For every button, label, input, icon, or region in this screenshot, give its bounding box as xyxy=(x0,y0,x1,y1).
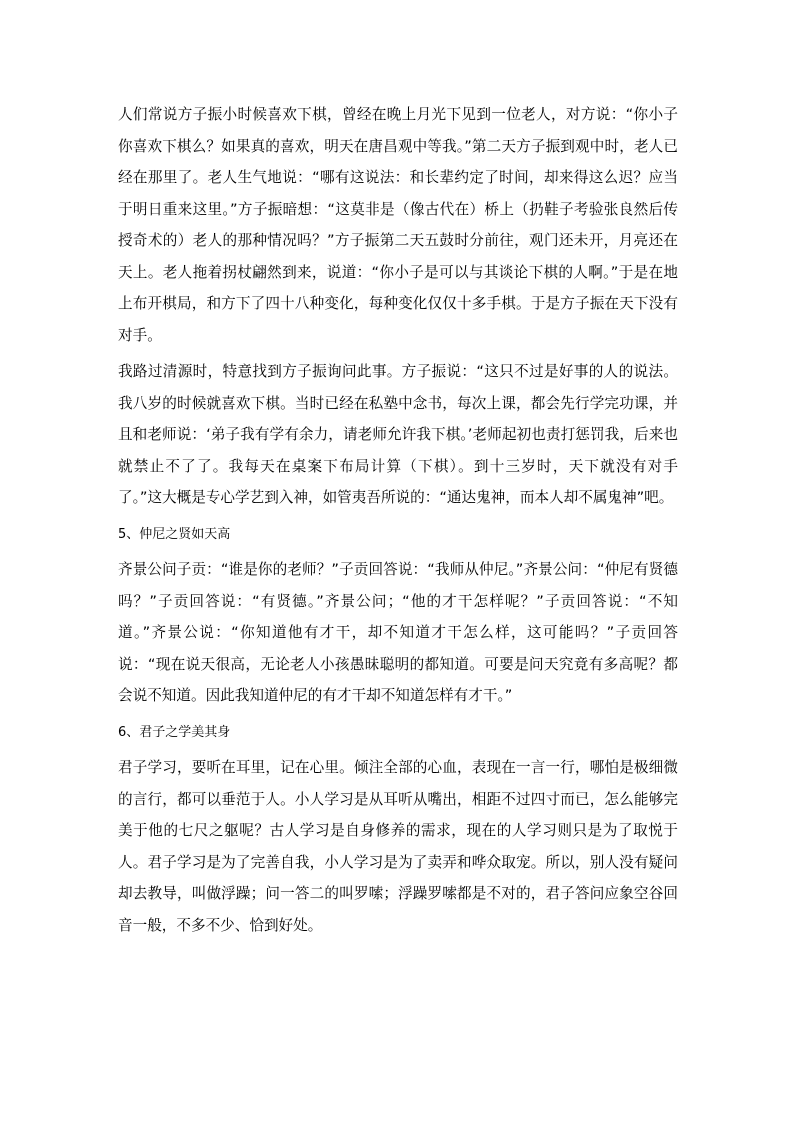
section-heading-6: 6、君子之学美其身 xyxy=(118,724,231,740)
paragraph-fang-zizhen-story: 人们常说方子振小时候喜欢下棋，曾经在晚上月光下见到一位老人，对方说：“你小子你喜欢下棋么？如果真的喜欢，明天在唐昌观中等我。”第二天方子振到观中时，老人已经在那里了。老人生气地说：“哪有这说法：和长辈约定了时间，却来得这么迟？应当于明日重来这里。”方子振暗想：“这莫非是（像古代在）桥上（扔鞋子考验张良然后传授奇术的）老人的那种情况吗？”方子振第二天五鼓时分前往，观门还未开，月亮还在天上。老人拖着拐杖翩然到来，说道：“你小子是可以与其谈论下棋的人啊。”于是在地上布开棋局，和方下了四十八种变化，每种变化仅仅十多手棋。于是方子振在天下没有对手。 xyxy=(118,106,678,344)
paragraph-junzi-learning: 君子学习，要听在耳里，记在心里。倾注全部的心血，表现在一言一行，哪怕是极细微的言行，都可以垂范于人。小人学习是从耳听从嘴出，相距不过四寸而已，怎么能够完美于他的七尺之躯呢？古人学习是自身修养的需求，现在的人学习则只是为了取悦于人。君子学习是为了完善自我，小人学习是为了卖弄和哗众取宠。所以，别人没有疑问却去教导，叫做浮躁；问一答二的叫罗嗦；浮躁罗嗦都是不对的，君子答问应象空谷回音一般，不多不少、恰到好处。 xyxy=(118,759,678,934)
paragraph-qingyuan-visit: 我路过清源时，特意找到方子振询问此事。方子振说：“这只不过是好事的人的说法。我八岁的时候就喜欢下棋。当时已经在私塾中念书，每次上课，都会先行学完功课，并且和老师说：‘弟子我有学有余力，请老师允许我下棋。’老师起初也责打惩罚我，后来也就禁止不了了。我每天在桌案下布局计算（下棋）。到十三岁时，天下就没有对手了。”这大概是专心学艺到入神，如管夷吾所说的：“通达鬼神，而本人却不属鬼神”吧。 xyxy=(118,363,678,506)
section-heading-5: 5、仲尼之贤如天高 xyxy=(118,526,231,542)
paragraph-zigong-dialogue: 齐景公问子贡：“谁是你的老师？”子贡回答说：“我师从仲尼。”齐景公问：“仲尼有贤德吗？”子贡回答说：“有贤德。”齐景公问；“他的才干怎样呢？”子贡回答说：“不知道。”齐景公说：“你知道他有才干，却不知道才干怎么样，这可能吗？”子贡回答说：“现在说天很高，无论老人小孩愚昧聪明的都知道。可要是问天究竟有多高呢？都会说不知道。因此我知道仲尼的有才干却不知道怎样有才干。” xyxy=(118,561,678,704)
document-page xyxy=(118,99,678,941)
